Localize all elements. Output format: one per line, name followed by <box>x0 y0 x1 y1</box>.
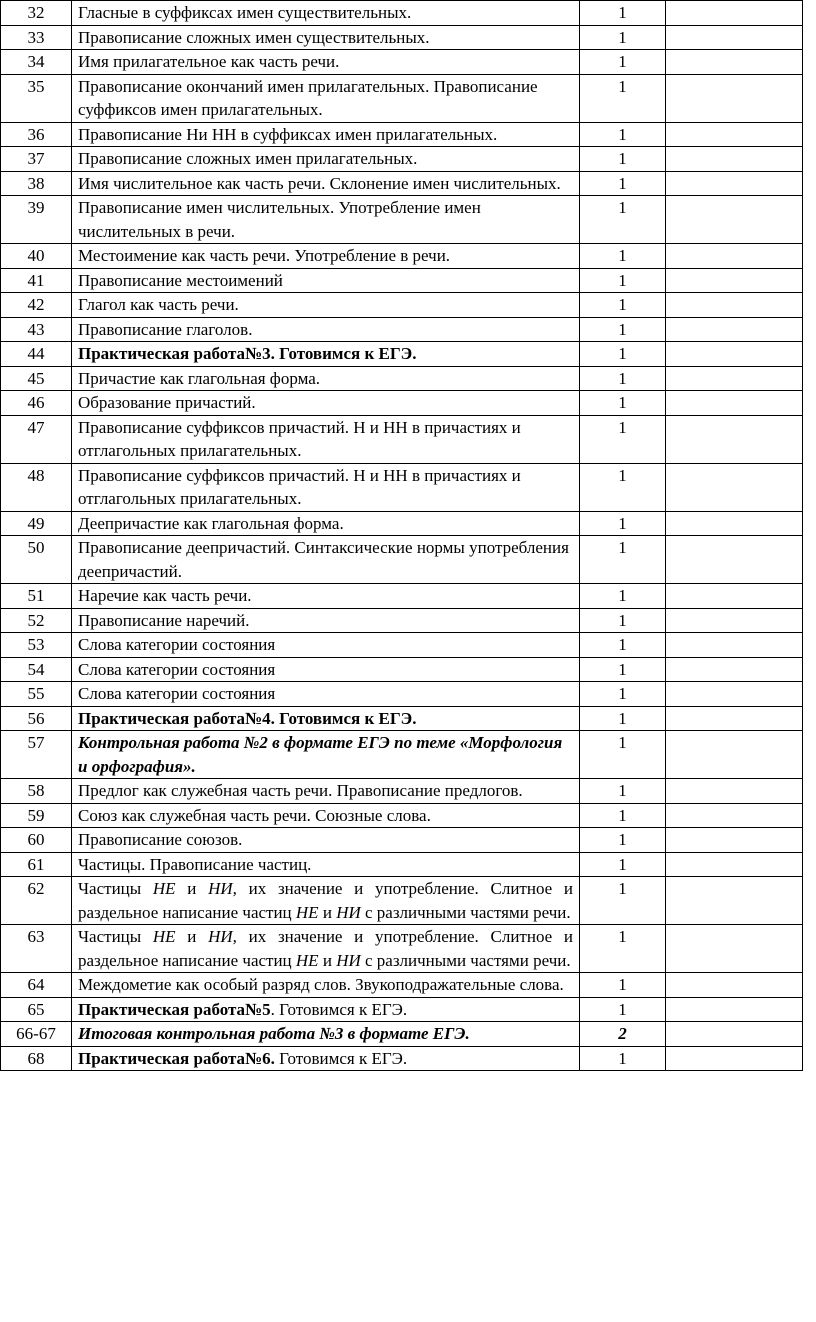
topic-text: Гласные в суффиксах имен существительных. <box>78 3 412 22</box>
lesson-hours: 1 <box>580 147 666 172</box>
lesson-hours: 1 <box>580 293 666 318</box>
lesson-topic <box>72 1022 580 1047</box>
topic-text: НЕ <box>152 879 176 898</box>
topic-text: НИ <box>336 950 361 970</box>
table-row <box>1 997 803 1022</box>
topic-text: Слова категории состояния <box>78 659 276 679</box>
lesson-hours: 1 <box>580 391 666 416</box>
topic-text: Практическая работа№6. <box>78 1048 275 1068</box>
lesson-hours: 1 <box>580 608 666 633</box>
topic-text: . Готовимся к ЕГЭ. <box>270 999 408 1019</box>
topic-text: Причастие как глагольная форма. <box>78 368 321 388</box>
topic-text: и <box>318 902 337 922</box>
lesson-number: 54 <box>1 657 72 682</box>
empty-cell <box>666 779 803 804</box>
table-row <box>1 1046 803 1071</box>
topic-text: Правописание наречий. <box>78 610 250 630</box>
empty-cell <box>666 268 803 293</box>
lesson-topic <box>72 147 580 172</box>
lesson-topic <box>72 1 580 26</box>
lesson-number: 59 <box>1 803 72 828</box>
lesson-topic <box>72 608 580 633</box>
empty-cell <box>666 608 803 633</box>
lesson-number: 50 <box>1 536 72 584</box>
lesson-topic <box>72 463 580 511</box>
lesson-topic <box>72 682 580 707</box>
lesson-hours: 1 <box>580 244 666 269</box>
table-row <box>1 74 803 122</box>
lesson-topic <box>72 50 580 75</box>
lesson-topic <box>72 293 580 318</box>
topic-text: Правописание окончаний имен прилагательных. Правописание суффиксов имен прилагательных. <box>78 76 538 119</box>
empty-cell <box>666 244 803 269</box>
empty-cell <box>666 877 803 925</box>
topic-text: Частицы. Правописание частиц. <box>78 854 312 874</box>
lesson-topic <box>72 633 580 658</box>
topic-text: Практическая работа№5 <box>78 999 271 1019</box>
topic-text: их значение и употребление. Слитное и раздельное написание частиц <box>78 927 574 970</box>
lesson-topic <box>72 706 580 731</box>
empty-cell <box>666 706 803 731</box>
table-row <box>1 391 803 416</box>
lesson-hours: 1 <box>580 877 666 925</box>
topic-text: Правописание суффиксов причастий. Н и НН в причастиях и отглагольных прилагательных. <box>78 417 521 460</box>
empty-cell <box>666 1 803 26</box>
topic-text: Контрольная работа №2 в формате ЕГЭ по теме «Морфология и орфография». <box>78 733 563 776</box>
lesson-number: 35 <box>1 74 72 122</box>
topic-text: Частицы <box>78 927 153 946</box>
lesson-number: 41 <box>1 268 72 293</box>
table-row <box>1 828 803 853</box>
lesson-number: 51 <box>1 584 72 609</box>
empty-cell <box>666 50 803 75</box>
table-row <box>1 657 803 682</box>
lesson-hours: 1 <box>580 463 666 511</box>
table-row <box>1 973 803 998</box>
lesson-number: 40 <box>1 244 72 269</box>
empty-cell <box>666 828 803 853</box>
lesson-topic <box>72 74 580 122</box>
table-row <box>1 147 803 172</box>
empty-cell <box>666 803 803 828</box>
topic-text: Правописание имен числительных. Употребление имен числительных в речи. <box>78 198 481 241</box>
empty-cell <box>666 682 803 707</box>
topic-text: Правописание местоимений <box>78 270 283 290</box>
lesson-hours: 1 <box>580 122 666 147</box>
empty-cell <box>666 511 803 536</box>
empty-cell <box>666 171 803 196</box>
lesson-hours: 1 <box>580 997 666 1022</box>
topic-text: НЕ <box>152 927 176 946</box>
table-row <box>1 317 803 342</box>
lesson-hours: 1 <box>580 1 666 26</box>
topic-text: и <box>175 879 209 898</box>
lesson-topic <box>72 877 580 925</box>
empty-cell <box>666 415 803 463</box>
lesson-hours: 1 <box>580 25 666 50</box>
lesson-hours: 1 <box>580 633 666 658</box>
table-row <box>1 536 803 584</box>
topic-text: НИ, <box>208 879 237 898</box>
topic-text: Правописание Ни НН в суффиксах имен прилагательных. <box>78 124 498 144</box>
lesson-number: 48 <box>1 463 72 511</box>
topic-text: Практическая работа№4. Готовимся к ЕГЭ. <box>78 708 417 728</box>
lesson-hours: 1 <box>580 317 666 342</box>
table-row <box>1 293 803 318</box>
table-row <box>1 584 803 609</box>
lesson-hours: 1 <box>580 511 666 536</box>
lesson-hours: 1 <box>580 1046 666 1071</box>
lesson-number: 65 <box>1 997 72 1022</box>
lesson-hours: 1 <box>580 584 666 609</box>
lesson-topic <box>72 779 580 804</box>
lesson-number: 56 <box>1 706 72 731</box>
topic-text: Правописание союзов. <box>78 830 243 849</box>
lesson-number: 55 <box>1 682 72 707</box>
topic-text: Образование причастий. <box>78 393 256 412</box>
topic-text: НИ <box>336 902 361 922</box>
topic-text: НИ, <box>208 927 237 946</box>
lesson-hours: 1 <box>580 828 666 853</box>
lesson-number: 38 <box>1 171 72 196</box>
lesson-hours: 1 <box>580 415 666 463</box>
empty-cell <box>666 366 803 391</box>
table-row <box>1 706 803 731</box>
lesson-topic <box>72 122 580 147</box>
lesson-hours: 2 <box>580 1022 666 1047</box>
lesson-topic <box>72 391 580 416</box>
empty-cell <box>666 536 803 584</box>
empty-cell <box>666 196 803 244</box>
empty-cell <box>666 391 803 416</box>
table-row <box>1 50 803 75</box>
topic-text: Междометие как особый разряд слов. Звукоподражательные слова. <box>78 975 564 994</box>
lesson-topic <box>72 852 580 877</box>
table-row <box>1 122 803 147</box>
lesson-number: 45 <box>1 366 72 391</box>
table-row <box>1 877 803 925</box>
empty-cell <box>666 147 803 172</box>
empty-cell <box>666 731 803 779</box>
empty-cell <box>666 293 803 318</box>
lesson-topic <box>72 973 580 998</box>
lesson-topic <box>72 803 580 828</box>
lesson-number: 61 <box>1 852 72 877</box>
lesson-topic <box>72 25 580 50</box>
lesson-number: 57 <box>1 731 72 779</box>
lesson-topic <box>72 584 580 609</box>
lesson-number: 66-67 <box>1 1022 72 1047</box>
lesson-topic <box>72 536 580 584</box>
lesson-topic <box>72 415 580 463</box>
table-row <box>1 25 803 50</box>
lesson-number: 68 <box>1 1046 72 1071</box>
lesson-topic <box>72 731 580 779</box>
lesson-hours: 1 <box>580 196 666 244</box>
lesson-number: 39 <box>1 196 72 244</box>
topic-text: Практическая работа№3. Готовимся к ЕГЭ. <box>78 344 417 363</box>
topic-text: НЕ <box>295 950 319 970</box>
table-row <box>1 925 803 973</box>
topic-text: Союз как служебная часть речи. Союзные слова. <box>78 805 431 825</box>
table-row <box>1 633 803 658</box>
lesson-number: 53 <box>1 633 72 658</box>
table-row <box>1 415 803 463</box>
lesson-hours: 1 <box>580 973 666 998</box>
empty-cell <box>666 852 803 877</box>
lesson-topic <box>72 366 580 391</box>
topic-text: Частицы <box>78 879 153 898</box>
empty-cell <box>666 633 803 658</box>
lesson-hours: 1 <box>580 657 666 682</box>
lesson-number: 52 <box>1 608 72 633</box>
empty-cell <box>666 25 803 50</box>
topic-text: их значение и употребление. Слитное и раздельное написание частиц <box>78 879 574 922</box>
lesson-hours: 1 <box>580 268 666 293</box>
empty-cell <box>666 463 803 511</box>
topic-text: Правописание сложных имен существительных. <box>78 27 430 47</box>
table-row <box>1 1022 803 1047</box>
lesson-topic <box>72 244 580 269</box>
empty-cell <box>666 74 803 122</box>
topic-text: Деепричастие как глагольная форма. <box>78 513 344 533</box>
topic-text: Имя прилагательное как часть речи. <box>78 52 340 71</box>
topic-text: Предлог как служебная часть речи. Правописание предлогов. <box>78 781 523 800</box>
table-row <box>1 608 803 633</box>
lesson-topic <box>72 828 580 853</box>
lesson-topic <box>72 171 580 196</box>
topic-text: и <box>175 927 209 946</box>
topic-text: Правописание глаголов. <box>78 319 253 339</box>
lesson-number: 63 <box>1 925 72 973</box>
lesson-topic <box>72 268 580 293</box>
topic-text: Наречие как часть речи. <box>78 586 252 605</box>
table-row <box>1 803 803 828</box>
empty-cell <box>666 997 803 1022</box>
table-row <box>1 682 803 707</box>
lesson-topic <box>72 925 580 973</box>
lesson-hours: 1 <box>580 779 666 804</box>
lesson-number: 34 <box>1 50 72 75</box>
lesson-topic <box>72 511 580 536</box>
table-row <box>1 463 803 511</box>
topic-text: с различными частями речи. <box>360 902 571 922</box>
table-row <box>1 366 803 391</box>
table-row <box>1 1 803 26</box>
lesson-number: 43 <box>1 317 72 342</box>
empty-cell <box>666 973 803 998</box>
lesson-hours: 1 <box>580 171 666 196</box>
topic-text: Имя числительное как часть речи. Склонение имен числительных. <box>78 173 561 193</box>
topic-text: Правописание сложных имен прилагательных. <box>78 149 418 168</box>
lesson-hours: 1 <box>580 366 666 391</box>
lesson-topic <box>72 1046 580 1071</box>
topic-text: Слова категории состояния <box>78 635 276 654</box>
lesson-number: 33 <box>1 25 72 50</box>
empty-cell <box>666 1046 803 1071</box>
lesson-number: 64 <box>1 973 72 998</box>
lesson-topic <box>72 196 580 244</box>
table-row <box>1 171 803 196</box>
topic-text: Слова категории состояния <box>78 684 276 703</box>
lesson-topic <box>72 657 580 682</box>
table-row <box>1 511 803 536</box>
topic-text: Местоимение как часть речи. Употребление в речи. <box>78 246 451 265</box>
lesson-hours: 1 <box>580 731 666 779</box>
lesson-number: 46 <box>1 391 72 416</box>
table-row <box>1 244 803 269</box>
lesson-topic <box>72 997 580 1022</box>
topic-text: Правописание деепричастий. Синтаксические нормы употребления деепричастий. <box>78 538 569 581</box>
lesson-number: 47 <box>1 415 72 463</box>
topic-text: Глагол как часть речи. <box>78 295 239 314</box>
lesson-hours: 1 <box>580 925 666 973</box>
topic-text: и <box>318 950 337 970</box>
lesson-number: 60 <box>1 828 72 853</box>
lesson-topic <box>72 317 580 342</box>
lesson-hours: 1 <box>580 852 666 877</box>
lesson-number: 32 <box>1 1 72 26</box>
lesson-hours: 1 <box>580 706 666 731</box>
topic-text: Готовимся к ЕГЭ. <box>274 1048 408 1068</box>
lesson-number: 62 <box>1 877 72 925</box>
lesson-hours: 1 <box>580 682 666 707</box>
topic-text: Итоговая контрольная работа №3 в формате ЕГЭ. <box>78 1024 470 1043</box>
table-row <box>1 196 803 244</box>
empty-cell <box>666 657 803 682</box>
lesson-number: 49 <box>1 511 72 536</box>
lesson-hours: 1 <box>580 50 666 75</box>
lesson-hours: 1 <box>580 803 666 828</box>
table-row <box>1 268 803 293</box>
empty-cell <box>666 584 803 609</box>
table-row <box>1 779 803 804</box>
empty-cell <box>666 122 803 147</box>
lesson-number: 42 <box>1 293 72 318</box>
lesson-plan-body <box>1 1 803 1071</box>
lesson-topic <box>72 342 580 367</box>
lesson-number: 44 <box>1 342 72 367</box>
empty-cell <box>666 925 803 973</box>
empty-cell <box>666 317 803 342</box>
lesson-number: 36 <box>1 122 72 147</box>
lesson-hours: 1 <box>580 536 666 584</box>
topic-text: с различными частями речи. <box>360 950 571 970</box>
lesson-number: 58 <box>1 779 72 804</box>
empty-cell <box>666 1022 803 1047</box>
lesson-hours: 1 <box>580 74 666 122</box>
lesson-hours: 1 <box>580 342 666 367</box>
topic-text: Правописание суффиксов причастий. Н и НН в причастиях и отглагольных прилагательных. <box>78 465 521 508</box>
table-row <box>1 342 803 367</box>
table-row <box>1 852 803 877</box>
empty-cell <box>666 342 803 367</box>
table-row <box>1 731 803 779</box>
lesson-number: 37 <box>1 147 72 172</box>
topic-text: НЕ <box>295 902 319 922</box>
